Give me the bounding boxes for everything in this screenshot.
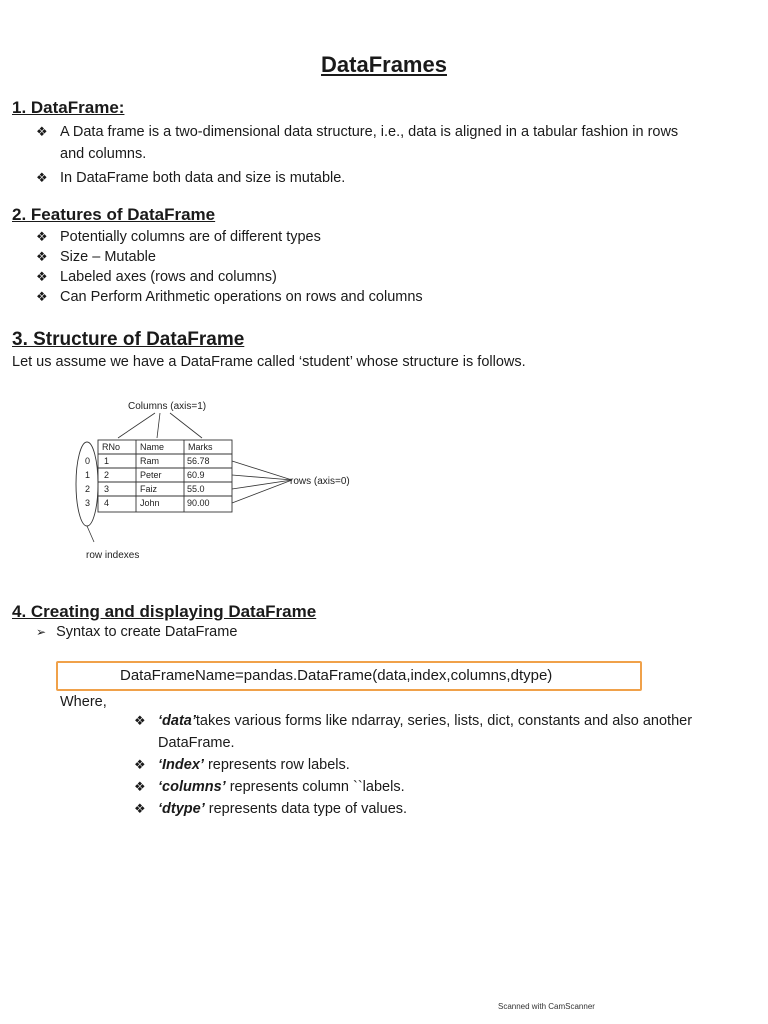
params-list <box>134 711 692 823</box>
list-item: ❖ ‘columns’ represents column ``labels. <box>134 779 405 795</box>
section2-heading: 2. Features of DataFrame <box>12 205 216 224</box>
diamond-bullet-icon: ❖ <box>134 757 146 772</box>
list-item: ❖ Labeled axes (rows and columns) <box>36 269 277 285</box>
table-cell: 56.78 <box>187 456 210 466</box>
section3-heading: 3. Structure of DataFrame <box>12 329 245 350</box>
row-index: 3 <box>85 498 91 508</box>
diamond-bullet-icon: ❖ <box>36 229 48 244</box>
section1-list <box>36 122 678 192</box>
list-item: ❖ In DataFrame both data and size is mutable. <box>36 170 346 186</box>
table-cell: 1 <box>104 456 110 466</box>
diamond-bullet-icon: ❖ <box>36 249 48 264</box>
list-item: ❖ ‘dtype’ represents data type of values. <box>134 801 408 817</box>
diamond-bullet-icon: ❖ <box>134 779 146 794</box>
table-cell: Ram <box>140 456 160 466</box>
list-item: ❖ Potentially columns are of different types <box>36 229 321 245</box>
syntax-box <box>56 661 642 691</box>
section3-intro: Let us assume we have a DataFrame called ‘student’ whose structure is follows. <box>12 354 526 370</box>
list-item-continuation: and columns. <box>60 146 147 162</box>
row-index: 2 <box>85 484 91 494</box>
diamond-bullet-icon: ❖ <box>36 289 48 304</box>
row-indexes-label: row indexes <box>86 550 140 561</box>
table-cell: 60.9 <box>187 470 205 480</box>
table-cell: 2 <box>104 470 110 480</box>
columns-axis-label: Columns (axis=1) <box>128 401 207 412</box>
table-header-rno: RNo <box>102 442 121 452</box>
section2-list <box>36 227 423 311</box>
row-index: 0 <box>85 456 91 466</box>
list-item: ❖ ‘data’takes various forms like ndarray, series, lists, dict, constants and also another <box>134 713 693 729</box>
list-item: ❖ Size – Mutable <box>36 249 156 265</box>
table-cell: John <box>140 498 160 508</box>
table-cell: 3 <box>104 484 110 494</box>
rows-axis-label: rows (axis=0) <box>290 476 350 487</box>
diamond-bullet-icon: ❖ <box>134 801 146 816</box>
table-cell: Peter <box>140 470 162 480</box>
arrow-bullet-icon: ➢ <box>36 625 47 639</box>
scanner-watermark: Scanned with CamScanner <box>498 1002 595 1011</box>
list-item: ❖ Can Perform Arithmetic operations on rows and columns <box>36 289 423 305</box>
where-label: Where, <box>60 694 107 710</box>
page-title: DataFrames <box>321 52 447 77</box>
table-header-marks: Marks <box>188 442 213 452</box>
dataframe-structure-diagram <box>60 392 400 572</box>
section1-heading: 1. DataFrame: <box>12 98 125 117</box>
diamond-bullet-icon: ❖ <box>36 269 48 284</box>
syntax-text: DataFrameName=pandas.DataFrame(data,index,columns,dtype) <box>120 667 553 684</box>
syntax-intro-item: ➢ Syntax to create DataFrame <box>36 624 238 640</box>
row-index: 1 <box>85 470 91 480</box>
table-cell: 4 <box>104 498 110 508</box>
table-cell: Faiz <box>140 484 158 494</box>
list-item: ❖ A Data frame is a two-dimensional data structure, i.e., data is aligned in a tabular fashion in rows <box>36 124 679 140</box>
table-cell: 55.0 <box>187 484 205 494</box>
list-item-continuation: DataFrame. <box>158 735 235 751</box>
table-cell: 90.00 <box>187 498 210 508</box>
diamond-bullet-icon: ❖ <box>36 124 48 139</box>
section4-heading: 4. Creating and displaying DataFrame <box>12 602 317 621</box>
table-header-name: Name <box>140 442 165 452</box>
list-item: ❖ ‘Index’ represents row labels. <box>134 757 350 773</box>
diamond-bullet-icon: ❖ <box>134 713 146 728</box>
diamond-bullet-icon: ❖ <box>36 170 48 185</box>
